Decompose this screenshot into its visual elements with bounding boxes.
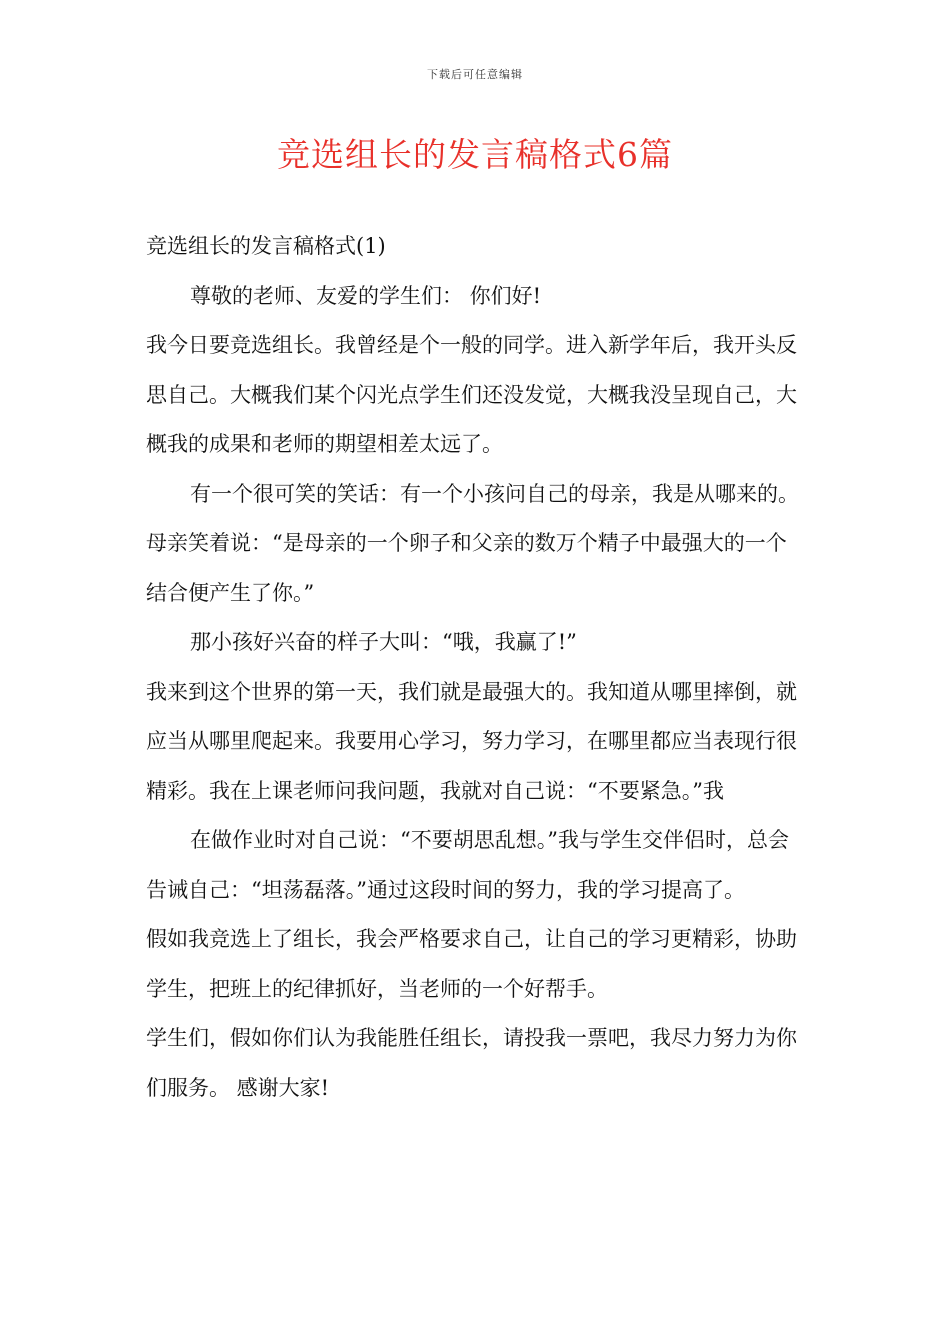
document-title: 竞选组长的发言稿格式6篇 xyxy=(277,135,673,174)
paragraph: 我来到这个世界的第一天，我们就是最强大的。我知道从哪里摔倒，就应当从哪里爬起来。我要用心学习，努力学习，在哪里都应当表现行很精彩。我在上课老师问我问题，我就对自己说：“不要紧急。”我 xyxy=(146,679,797,803)
paragraph: 那小孩好兴奋的样子大叫：“哦，我赢了!” xyxy=(190,630,577,654)
paragraph: 有一个很可笑的笑话：有一个小孩问自己的母亲，我是从哪来的。母亲笑着说：“是母亲的一个卵子和父亲的数万个精子中最强大的一个结合便产生了你。” xyxy=(146,481,799,605)
header-note: 下载后可任意编辑 xyxy=(427,68,523,81)
section-heading: 竞选组长的发言稿格式(1) xyxy=(146,234,386,258)
paragraph: 假如我竞选上了组长，我会严格要求自己，让自己的学习更精彩，协助学生，把班上的纪律抓好，当老师的一个好帮手。 xyxy=(146,927,797,1001)
paragraph-greeting: 尊敬的老师、友爱的学生们： 你们好! xyxy=(190,283,542,308)
paragraph: 在做作业时对自己说：“不要胡思乱想。”我与学生交伴侣时，总会告诫自己：“坦荡磊落。”通过这段时间的努力，我的学习提高了。 xyxy=(146,828,789,902)
paragraph: 我今日要竞选组长。我曾经是个一般的同学。进入新学年后，我开头反思自己。大概我们某个闪光点学生们还没发觉，大概我没呈现自己，大概我的成果和老师的期望相差太远了。 xyxy=(146,333,797,456)
paragraph-closing: 学生们，假如你们认为我能胜任组长，请投我一票吧，我尽力努力为你们服务。 感谢大家! xyxy=(146,1026,797,1100)
document-body xyxy=(146,222,806,1113)
